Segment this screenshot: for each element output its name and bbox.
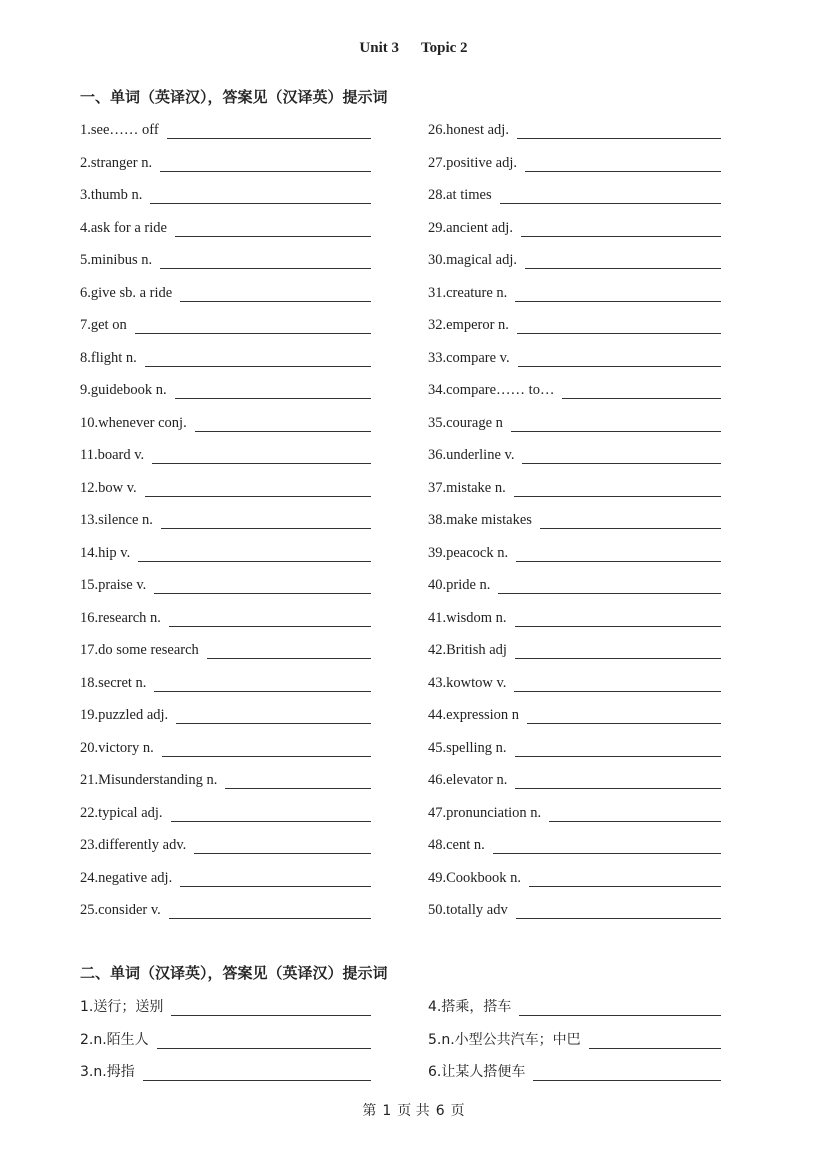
vocab-row [0,117,827,150]
vocab-row [0,994,827,1027]
vocab-item [428,897,721,919]
answer-blank[interactable] [514,478,721,497]
vocab-item [428,475,721,497]
vocab-prompt: 23.differently adv. [80,837,187,853]
vocab-prompt: 28.at times [428,187,492,203]
vocab-prompt: 20.victory n. [80,739,154,756]
answer-blank[interactable] [180,283,371,302]
vocab-item [80,377,371,399]
page-title [0,40,827,57]
vocab-item [428,735,721,757]
vocab-item [80,442,371,464]
answer-blank[interactable] [521,218,721,237]
vocab-prompt: 13.silence n. [80,512,153,528]
answer-blank[interactable] [167,120,371,139]
vocab-row [0,865,827,898]
vocab-row [0,507,827,540]
vocab-prompt: 6.give sb. a ride [80,284,173,301]
vocab-item [428,247,721,269]
vocab-row [0,540,827,573]
answer-blank[interactable] [519,997,721,1016]
vocab-item [428,280,721,302]
answer-blank[interactable] [138,543,371,562]
vocab-item [428,1027,721,1049]
vocab-prompt: 11.board v. [80,447,145,463]
vocab-prompt: 30.magical adj. [428,252,517,268]
vocab-item [80,572,371,594]
vocab-prompt: 50.totally adv [428,902,508,918]
vocab-prompt: 12.bow v. [80,479,137,496]
vocab-item [80,897,371,919]
vocab-prompt: 2.n.陌生人 [80,1031,149,1048]
vocab-item [80,735,371,757]
vocab-item [428,605,721,627]
answer-blank[interactable] [514,673,721,692]
vocab-prompt: 24.negative adj. [80,869,173,886]
vocab-item [428,572,721,594]
vocab-item [428,767,721,789]
vocab-prompt: 19.puzzled adj. [80,707,169,723]
vocab-row [0,150,827,183]
vocab-item [80,280,371,302]
footer-middle: 页 共 [397,1103,430,1119]
vocab-item [428,800,721,822]
vocab-row [0,637,827,670]
vocab-prompt: 37.mistake n. [428,479,506,496]
answer-blank[interactable] [525,153,721,172]
vocab-item [80,637,371,659]
vocab-prompt: 21.Misunderstanding n. [80,772,218,788]
vocab-row [0,215,827,248]
vocab-item [428,670,721,692]
vocab-prompt: 22.typical adj. [80,804,163,821]
answer-blank[interactable] [135,315,371,334]
vocab-row [0,670,827,703]
answer-blank[interactable] [154,673,371,692]
vocab-prompt: 34.compare…… to… [428,382,555,398]
vocab-item [80,832,371,854]
topic-label: Topic 2 [421,40,468,56]
vocab-prompt: 5.minibus n. [80,252,153,268]
vocab-prompt: 4.ask for a ride [80,219,167,236]
vocab-prompt: 16.research n. [80,609,161,626]
vocab-prompt: 35.courage n [428,414,503,431]
answer-blank[interactable] [152,445,371,464]
vocab-prompt: 45.spelling n. [428,739,507,756]
answer-blank[interactable] [522,445,721,464]
vocab-item [428,345,721,367]
vocab-prompt: 39.peacock n. [428,544,509,561]
vocab-item [428,865,721,887]
vocab-item [80,865,371,887]
answer-blank[interactable] [175,218,371,237]
vocab-prompt: 14.hip v. [80,544,131,561]
vocab-item [80,800,371,822]
vocab-item [428,994,721,1016]
vocab-row [0,1059,827,1092]
vocab-prompt: 18.secret n. [80,674,147,691]
vocab-item [80,150,371,172]
vocab-prompt: 40.pride n. [428,577,491,593]
answer-blank[interactable] [493,835,721,854]
vocab-item [80,507,371,529]
answer-blank[interactable] [515,770,721,789]
vocab-item [80,767,371,789]
footer-prefix: 第 [362,1103,377,1119]
vocab-row [0,182,827,215]
answer-blank[interactable] [171,803,371,822]
vocab-item [428,832,721,854]
vocab-prompt: 48.cent n. [428,837,485,853]
answer-blank[interactable] [515,738,721,757]
vocab-item [428,182,721,204]
vocab-item [80,1059,371,1081]
vocab-prompt: 42.British adj [428,642,507,658]
answer-blank[interactable] [515,640,721,659]
vocab-prompt: 3.n.拇指 [80,1064,135,1080]
answer-blank[interactable] [518,348,721,367]
answer-blank[interactable] [169,900,371,919]
answer-blank[interactable] [169,608,371,627]
vocab-prompt: 25.consider v. [80,902,161,918]
answer-blank[interactable] [515,608,721,627]
vocab-prompt: 29.ancient adj. [428,219,513,236]
answer-blank[interactable] [517,315,721,334]
vocab-row [0,475,827,508]
vocab-item [80,117,371,139]
vocab-item [80,182,371,204]
vocab-item [428,312,721,334]
vocab-row [0,280,827,313]
vocab-prompt: 27.positive adj. [428,154,518,171]
answer-blank[interactable] [180,868,371,887]
vocab-row [0,410,827,443]
vocab-prompt: 3.thumb n. [80,187,143,203]
vocab-item [428,442,721,464]
vocab-row [0,832,827,865]
answer-blank[interactable] [145,348,371,367]
section-1-list [0,117,827,930]
vocab-prompt: 15.praise v. [80,577,147,593]
vocab-prompt: 8.flight n. [80,349,137,366]
answer-blank[interactable] [516,900,721,919]
vocab-row [0,735,827,768]
answer-blank[interactable] [162,738,371,757]
answer-blank[interactable] [143,1062,371,1081]
answer-blank[interactable] [150,185,371,204]
vocab-prompt: 26.honest adj. [428,122,509,138]
answer-blank[interactable] [176,705,371,724]
vocab-row [0,345,827,378]
answer-blank[interactable] [533,1062,721,1081]
vocab-item [428,637,721,659]
vocab-item [80,475,371,497]
vocab-item [80,994,371,1016]
vocab-prompt: 1.送行；送别 [80,999,164,1015]
vocab-item [80,670,371,692]
vocab-prompt: 9.guidebook n. [80,382,167,398]
unit-label: Unit 3 [359,40,400,56]
vocab-prompt: 17.do some research [80,642,199,658]
page-footer [0,1100,827,1120]
answer-blank[interactable] [154,575,371,594]
answer-blank[interactable] [517,120,721,139]
footer-suffix: 页 [450,1103,465,1119]
vocab-item [428,117,721,139]
vocab-item [80,702,371,724]
answer-blank[interactable] [195,413,371,432]
answer-blank[interactable] [562,380,721,399]
vocab-prompt: 2.stranger n. [80,154,153,171]
vocab-prompt: 32.emperor n. [428,317,509,333]
vocab-prompt: 41.wisdom n. [428,609,507,626]
vocab-item [80,1027,371,1049]
vocab-row [0,767,827,800]
vocab-item [80,540,371,562]
answer-blank[interactable] [161,510,371,529]
vocab-row [0,702,827,735]
vocab-row [0,605,827,638]
vocab-item [80,345,371,367]
vocab-prompt: 4.搭乘，搭车 [428,999,512,1015]
vocab-row [0,377,827,410]
footer-page-number: 1 [382,1103,392,1119]
answer-blank[interactable] [516,543,721,562]
vocab-prompt: 44.expression n [428,707,520,723]
answer-blank[interactable] [160,153,371,172]
vocab-prompt: 47.pronunciation n. [428,804,542,821]
vocab-row [0,1027,827,1060]
vocab-item [428,150,721,172]
answer-blank[interactable] [171,997,371,1016]
vocab-prompt: 1.see…… off [80,122,159,138]
vocab-item [428,507,721,529]
vocab-prompt: 31.creature n. [428,284,508,301]
vocab-prompt: 38.make mistakes [428,512,532,528]
answer-blank[interactable] [145,478,371,497]
vocab-row [0,572,827,605]
section-1-heading: 一、单词（英译汉），答案见（汉译英）提示词 [80,88,388,106]
answer-blank[interactable] [498,575,721,594]
vocab-prompt: 10.whenever conj. [80,414,187,431]
vocab-item [428,377,721,399]
vocab-prompt: 49.Cookbook n. [428,869,522,886]
footer-total-pages: 6 [435,1103,445,1119]
answer-blank[interactable] [515,283,721,302]
vocab-item [428,1059,721,1081]
answer-blank[interactable] [589,1030,721,1049]
vocab-item [428,702,721,724]
answer-blank[interactable] [175,380,371,399]
vocab-row [0,800,827,833]
vocab-item [80,215,371,237]
answer-blank[interactable] [527,705,721,724]
answer-blank[interactable] [194,835,371,854]
section-2-heading: 二、单词（汉译英），答案见（英译汉）提示词 [80,964,388,982]
answer-blank[interactable] [525,250,721,269]
vocab-prompt: 36.underline v. [428,447,515,463]
vocab-prompt: 43.kowtow v. [428,674,507,691]
vocab-prompt: 6.让某人搭便车 [428,1064,526,1080]
vocab-row [0,897,827,930]
vocab-row [0,312,827,345]
vocab-item [80,605,371,627]
answer-blank[interactable] [511,413,721,432]
answer-blank[interactable] [207,640,371,659]
vocab-item [80,410,371,432]
vocab-prompt: 33.compare v. [428,349,510,366]
vocab-item [80,312,371,334]
vocab-prompt: 5.n.小型公共汽车；中巴 [428,1031,581,1048]
vocab-item [428,410,721,432]
vocab-item [80,247,371,269]
answer-blank[interactable] [160,250,371,269]
answer-blank[interactable] [500,185,721,204]
vocab-row [0,247,827,280]
vocab-prompt: 46.elevator n. [428,772,508,788]
section-2-list [0,994,827,1092]
answer-blank[interactable] [529,868,721,887]
answer-blank[interactable] [549,803,721,822]
answer-blank[interactable] [157,1030,371,1049]
answer-blank[interactable] [540,510,721,529]
vocab-item [428,540,721,562]
vocab-item [428,215,721,237]
vocab-row [0,442,827,475]
answer-blank[interactable] [225,770,371,789]
vocab-prompt: 7.get on [80,317,127,333]
